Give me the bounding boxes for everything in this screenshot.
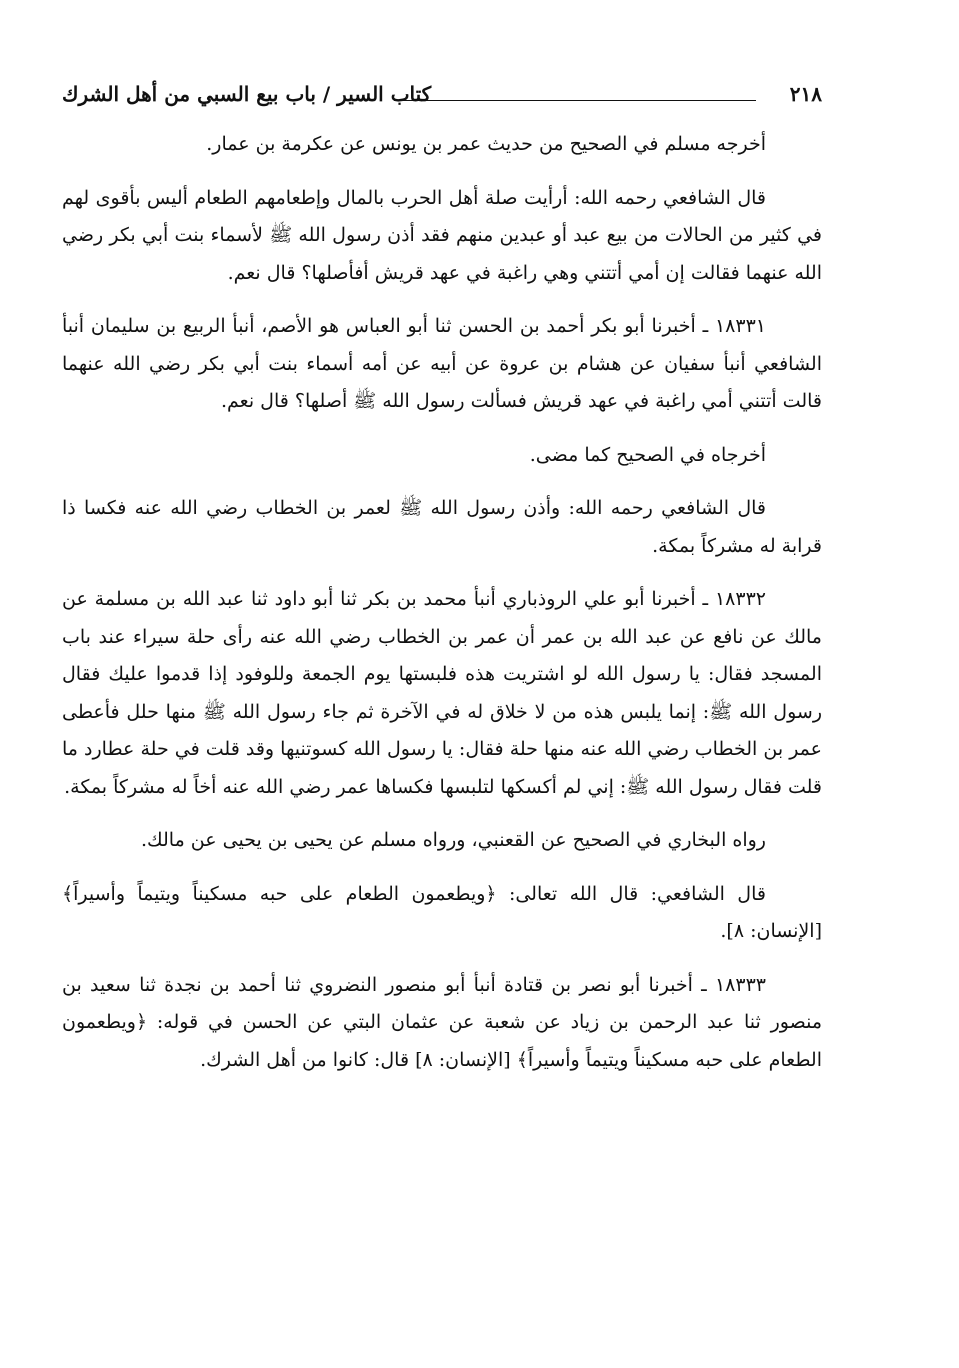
paragraph-1: أخرجه مسلم في الصحيح من حديث عمر بن يونس عن عكرمة بن عمار. (206, 133, 766, 155)
paragraph-8: قال الشافعي: قال الله تعالى: ﴿ويطعمون الطعام على حبه مسكيناً ويتيماً وأسيراً﴾ [الإنسان: ٨]. (62, 882, 822, 942)
book-page (62, 78, 822, 1095)
header-rule (394, 100, 756, 101)
paragraph-4: أخرجاه في الصحيح كما مضى. (529, 443, 766, 466)
hadith-18332: ١٨٣٣٢ ـ أخبرنا أبو علي الروذباري أنبأ محمد بن بكر ثنا أبو داود ثنا عبد الله بن مسلمة عن مالك عن نافع عن عبد الله بن عمر أن عمر بن الخطاب رضي الله عنه رأى حلة سيراء عند باب المسجد فقال: يا رسول الله لو اشتريت هذه فلبستها يوم الجمعة وللوفود إذا قدموا عليك فقال رسول الله ﷺ: إنما يلبس هذه من لا خلاق له في الآخرة ثم جاء رسول الله ﷺ منها حلل فأعطى عمر بن الخطاب رضي الله عنه منها حلة فقال: يا رسول الله كسوتنيها وقد قلت في حلة عطارد ما قلت فقال رسول الله ﷺ: إني لم أكسكها لتلبسها فكساها عمر رضي الله عنه أخاً له مشركاً بمكة. (62, 588, 822, 798)
hadith-18331: ١٨٣٣١ ـ أخبرنا أبو بكر أحمد بن الحسن ثنا أبو العباس هو الأصم، أنبأ الربيع بن سليمان أنبأ الشافعي أنبأ سفيان عن هشام بن عروة عن أبيه عن أمه أسماء بنت أبي بكر رضي الله عنهما قالت أتتني أمي راغبة في عهد قريش فسألت رسول الله ﷺ أصلها؟ قال نعم. (62, 315, 822, 412)
page-number: ٢١٨ (789, 82, 822, 106)
hadith-18333: ١٨٣٣٣ ـ أخبرنا أبو نصر بن قتادة أنبأ أبو منصور النضروي ثنا أحمد بن نجدة ثنا سعيد بن منصور ثنا عبد الرحمن بن زياد عن شعبة عن عثمان البتي عن الحسن في قوله: ﴿ويطعمون الطعام على حبه مسكيناً ويتيماً وأسيراً﴾ [الإنسان: ٨] قال: كانوا من أهل الشرك. (62, 973, 822, 1071)
paragraph-7: رواه البخاري في الصحيح عن القعنبي، ورواه مسلم عن يحيى بن يحيى عن مالك. (140, 829, 766, 851)
page-header (62, 78, 822, 112)
paragraph-5: قال الشافعي رحمه الله: وأذن رسول الله ﷺ لعمر بن الخطاب رضي الله عنه فكسا ذا قرابة له مشركاً بمكة. (62, 497, 822, 557)
running-title: كتاب السير / باب بيع السبي من أهل الشرك (62, 82, 432, 106)
paragraph-2: قال الشافعي رحمه الله: أرأيت صلة أهل الحرب بالمال وإطعامهم الطعام أليس بأقوى لهم في كثير من الحالات من بيع عبد أو عبدين منهم فقد أذن رسول الله ﷺ لأسماء بنت أبي بكر رضي الله عنهما فقالت إن أمي أتتني وهي راغبة في عهد قريش أفأصلها؟ قال نعم. (62, 186, 822, 284)
